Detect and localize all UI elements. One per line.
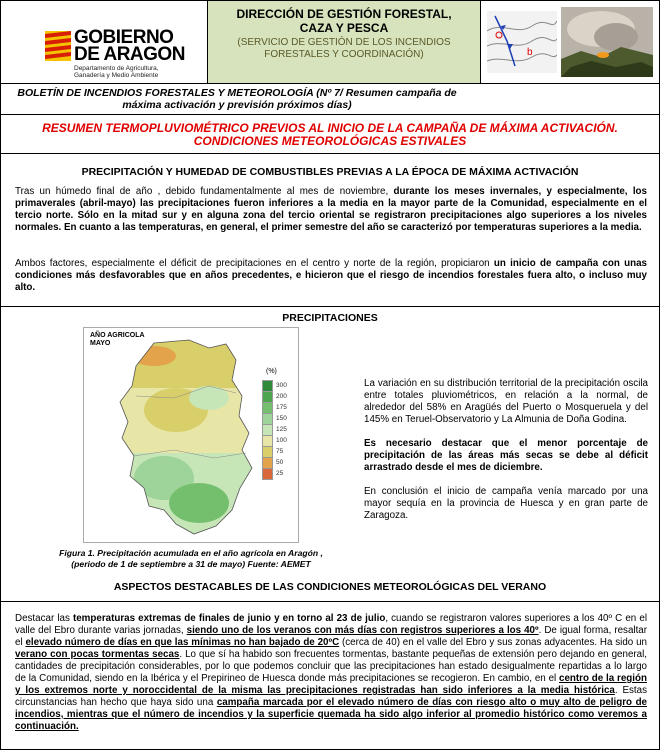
s3-t8: verano con pocas tormentas secas — [15, 649, 180, 660]
precipitation-map — [83, 327, 299, 543]
legend-item — [262, 413, 287, 424]
legend-label: 300 — [276, 382, 287, 389]
s1-p1-bold: durante los meses invernales, y especialmente, los primaverales (abril-mayo) las precipitaciones fueron inferiores a la media en la mayor parte de la Comunidad, especialmente en el tercio norte. Sólo en la mitad sur y en alguna zona del tercio oriental se registraron precipitaciones algo superiores a los niveles normales. En cuanto a las temperaturas, en general, el primer semestre del año se caracterizó por temperaturas superiores a la media. — [15, 186, 647, 233]
section2-top-rule — [1, 306, 659, 307]
section3-title: ASPECTOS DESTACABLES DE LAS CONDICIONES METEOROLÓGICAS DEL VERANO — [113, 581, 547, 593]
bulletin-bar — [1, 84, 659, 115]
map-label-month: MAYO — [90, 340, 111, 347]
s3-t2: temperaturas extremas de finales de junio y en torno al 23 de julio — [72, 613, 386, 624]
caption-line-1: Figura 1. Precipitación acumulada en el año agrícola en Aragón , — [59, 548, 323, 558]
legend-label: 25 — [276, 470, 284, 477]
section1-paragraph-1 — [15, 186, 647, 234]
s3-t12: campaña marcada por el elevado número de días con riesgo alto o muy alto de peligro de incendios, mientras que el número de incendios y la superficie quemada ha sido algo inferior al promedio histórico como veremos a continuación. — [15, 697, 647, 732]
s3-t11: . Estas circunstancias han hecho que haya sido una — [15, 685, 647, 708]
weather-map-image — [487, 11, 557, 73]
section1-paragraph-2 — [15, 258, 647, 294]
figure-caption — [41, 548, 341, 570]
side-paragraph-2: Es necesario destacar que el menor porcentaje de precipitación de las áreas más secas se debe al déficit arrastrado desde el mes de diciembre. — [364, 438, 648, 473]
legend-swatch — [262, 468, 273, 480]
legend-label: 175 — [276, 404, 287, 411]
forest-fire-photo — [561, 7, 653, 77]
header — [1, 1, 659, 83]
legend-label: 150 — [276, 415, 287, 422]
s3-t6: elevado número de días en que las mínimas no han bajado de 20ºC — [25, 637, 340, 648]
section3-paragraph — [15, 613, 647, 733]
s3-t3: , cuando se registraron valores superiores a los 40º C en el valle del Ebro durante varias jornadas, — [15, 613, 647, 636]
legend-unit: (%) — [266, 368, 277, 375]
s3-t4: siendo uno de los veranos con más días con registros superiores a los 40º — [186, 625, 539, 636]
s1-p1-normal: Tras un húmedo final de año , debido fundamentalmente al mes de noviembre, — [15, 186, 394, 197]
legend-item — [262, 402, 287, 413]
legend-item — [262, 435, 287, 446]
title-divider — [1, 153, 659, 154]
legend-label: 125 — [276, 426, 287, 433]
direction-subtitle: (SERVICIO DE GESTIÓN DE LOS INCENDIOS FORESTALES Y COORDINACIÓN) — [237, 37, 451, 60]
s1-p2-normal: Ambos factores, especialmente el déficit de precipitaciones en el centro y norte de la región, propiciaron — [15, 258, 494, 269]
dept-line-2: Ganadería y Medio Ambiente — [74, 72, 159, 79]
direction-block — [208, 1, 481, 84]
main-title: RESUMEN TERMOPLUVIOMÉTRICO PREVIOS AL INICIO DE LA CAMPAÑA DE MÁXIMA ACTIVACIÓN. CONDICIONES METEOROLÓGICAS ESTIVALES — [42, 121, 618, 148]
side-paragraph-3: En conclusión el inicio de campaña venía marcado por una mayor sequía en la provincia de Huesca y en gran parte de Zaragoza. — [364, 486, 648, 521]
s3-t9: . Lo que sí ha habido son frecuentes tormentas, bastante pequeñas de extensión pero dejando en general, cantidades de precipitación considerables, por lo que podemos concluir que las precipitaciones han estado desigualmente repartidas a lo largo de la Comunidad, siendo en la Ibérica y el Prepirineo de Huesca donde más precipitaciones se recogieron. En cambio, en el — [15, 649, 648, 684]
bulletin-title: BOLETÍN DE INCENDIOS FORESTALES Y METEOROLOGÍA (Nº 7/ Resumen campaña de máxima activación y previsión próximos días) — [17, 87, 457, 111]
s3-t10: centro de la región y los extremos norte y noroccidental de la misma las precipitaciones registradas han sido inferiores a la media histórica — [15, 673, 647, 696]
org-line-2: DE ARAGON — [74, 44, 185, 65]
legend-item — [262, 424, 287, 435]
svg-text:b: b — [527, 47, 533, 58]
legend-label: 200 — [276, 393, 287, 400]
legend-item — [262, 380, 287, 391]
header-images — [481, 1, 659, 84]
legend-item — [262, 391, 287, 402]
s3-t5: . De igual forma, resaltar el — [15, 625, 648, 648]
legend-label: 75 — [276, 448, 284, 455]
s3-t1: Destacar las — [15, 613, 73, 624]
legend-label: 100 — [276, 437, 287, 444]
precipitation-legend — [262, 380, 287, 479]
section2-title: PRECIPITACIONES — [282, 312, 378, 324]
s3-t7: (cerca de 40) en el valle del Ebro y sus zonas adyacentes. Ha sido un — [339, 637, 647, 648]
org-line-1: GOBIERNO — [74, 27, 174, 48]
legend-item — [262, 468, 287, 479]
logo-area — [1, 1, 208, 84]
s1-p2-bold: un inicio de campaña con unas condiciones más desfavorables que en años precedentes, e hicieron que el riesgo de incendios forestales fuera alto, o incluso muy alto. — [15, 258, 647, 293]
map-label-year: AÑO AGRICOLA — [90, 332, 145, 339]
side-paragraph-1: La variación en su distribución territorial de la precipitación oscila entre totales pluviométricos, en relación a la normal, de alrededor del 58% en Aragüés del Puerto o Mosqueruela y del 145% en Teruel-Observatorio y La Almunia de Doña Godina. — [364, 378, 648, 425]
caption-line-2: (periodo de 1 de septiembre a 31 de mayo) Fuente: AEMET — [71, 559, 311, 569]
legend-label: 50 — [276, 459, 284, 466]
legend-item — [262, 457, 287, 468]
aragon-map — [114, 338, 264, 538]
aragon-flag-logo — [45, 31, 71, 61]
dept-line-1: Departamento de Agricultura, — [74, 65, 159, 72]
department-name — [74, 65, 159, 79]
direction-title: DIRECCIÓN DE GESTIÓN FORESTAL, CAZA Y PESCA — [236, 7, 452, 35]
org-name — [74, 29, 185, 63]
legend-item — [262, 446, 287, 457]
section3-rule — [1, 601, 659, 602]
section1-title: PRECIPITACIÓN Y HUMEDAD DE COMBUSTIBLES PREVIAS A LA ÉPOCA DE MÁXIMA ACTIVACIÓN — [81, 166, 579, 178]
